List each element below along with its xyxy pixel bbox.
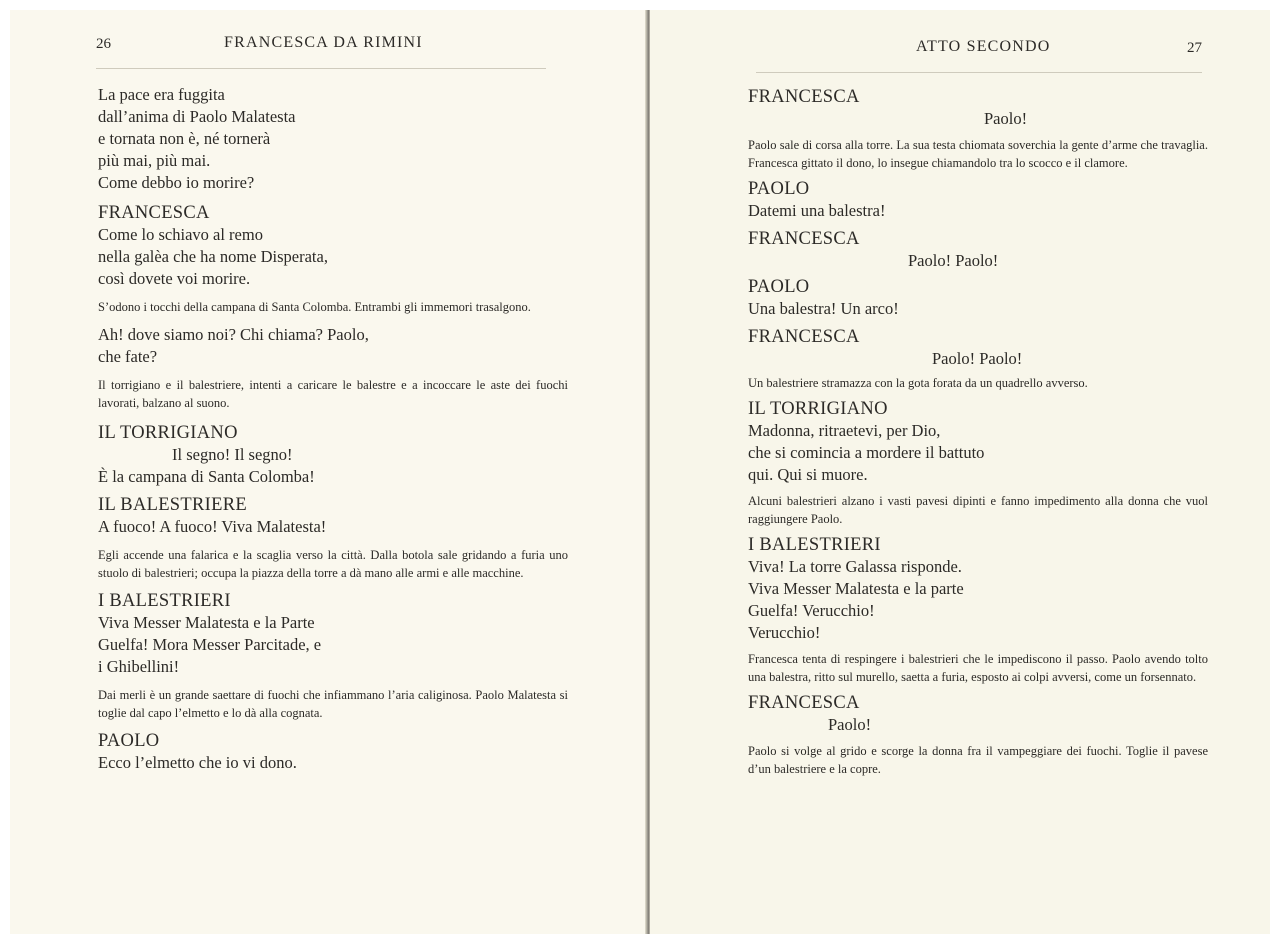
speech-block (98, 730, 568, 774)
verse-line: È la campana di Santa Colomba! (98, 467, 315, 486)
verse-line: così dovete voi morire. (98, 269, 251, 288)
verse-line: qui. Qui si muore. (748, 465, 868, 484)
stage-direction-text: Francesca tenta di respingere i balestrieri che le impediscono il passo. Paolo avendo tolto una balestra, ritto sul murello, saetta a furia, esposto ai colpi avversi, come un forsennato. (748, 652, 1208, 684)
speaker-name: FRANCESCA (748, 693, 860, 713)
verse-line: Paolo! (984, 109, 1028, 128)
verse-line: Il segno! Il segno! (172, 445, 293, 464)
verse-line: Guelfa! Mora Messer Parcitade, e (98, 635, 322, 654)
verse-line: La pace era fuggita (98, 85, 225, 104)
verse-line: A fuoco! A fuoco! Viva Malatesta! (98, 517, 327, 536)
running-title: FRANCESCA DA RIMINI (224, 34, 423, 51)
running-title: ATTO SECONDO (916, 38, 1051, 55)
speech-block (98, 202, 568, 290)
speech-block (748, 326, 1208, 370)
stage-direction (748, 650, 1208, 686)
speaker-name: I BALESTRIERI (98, 591, 231, 611)
verse-line: Una balestra! Un arco! (748, 299, 899, 318)
verse-line: Paolo! Paolo! (932, 349, 1023, 368)
speech-block (748, 178, 1208, 222)
verse-line: nella galèa che ha nome Disperata, (98, 247, 328, 266)
speech-block (748, 398, 1208, 486)
stage-direction-text: S’odono i tocchi della campana di Santa Colomba. Entrambi gli immemori trasalgono. (98, 300, 531, 314)
verse-line: Viva Messer Malatesta e la Parte (98, 613, 315, 632)
verse-line: Paolo! (828, 715, 872, 734)
page-number: 26 (96, 36, 111, 52)
stage-direction (98, 298, 568, 316)
speech-block (748, 86, 1208, 130)
verse-line: Come lo schiavo al remo (98, 225, 263, 244)
speech-block (748, 276, 1208, 320)
stage-direction-text: Paolo sale di corsa alla torre. La sua testa chiomata soverchia la gente d’arme che travaglia. Francesca gittato il dono, lo insegue chiamandolo tra lo scocco e il clamore. (748, 138, 1208, 170)
speech-block (98, 494, 568, 538)
stage-direction (98, 376, 568, 412)
page-number: 27 (1187, 40, 1202, 56)
stage-direction (748, 136, 1208, 172)
speech-block (98, 422, 568, 488)
verse-line: più mai, più mai. (98, 151, 211, 170)
verse-line: Come debbo io morire? (98, 173, 255, 192)
right-text-column (748, 86, 1208, 778)
verse-line: Viva! La torre Galassa risponde. (748, 557, 962, 576)
speaker-name: FRANCESCA (98, 203, 210, 223)
stage-direction-text: Un balestriere stramazza con la gota forata da un quadrello avverso. (748, 376, 1088, 390)
stage-direction (748, 742, 1208, 778)
speaker-name: I BALESTRIERI (748, 535, 881, 555)
verse-line: Madonna, ritraetevi, per Dio, (748, 421, 941, 440)
stage-direction-text: Il torrigiano e il balestriere, intenti a caricare le balestre e a incoccare le aste dei fuochi lavorati, balzano al suono. (98, 378, 568, 410)
speaker-name: PAOLO (748, 277, 810, 297)
speech-block (748, 692, 1208, 736)
speaker-name: PAOLO (748, 179, 810, 199)
speaker-name: FRANCESCA (748, 229, 860, 249)
speaker-name: FRANCESCA (748, 327, 860, 347)
speech-block (748, 228, 1208, 272)
speaker-name: IL BALESTRIERE (98, 495, 247, 515)
speaker-name: PAOLO (98, 731, 160, 751)
left-running-head (96, 32, 546, 69)
verse-line: Ah! dove siamo noi? Chi chiama? Paolo, (98, 325, 369, 344)
verse-line: e tornata non è, né tornerà (98, 129, 271, 148)
verse-line: Viva Messer Malatesta e la parte (748, 579, 964, 598)
right-running-head (756, 36, 1202, 73)
stage-direction (98, 686, 568, 722)
stage-direction-text: Egli accende una falarica e la scaglia verso la città. Dalla botola sale gridando a furia uno stuolo di balestrieri; occupa la piazza della torre a dà mano alle armi e alle macchine. (98, 548, 568, 580)
stage-direction-text: Alcuni balestrieri alzano i vasti pavesi dipinti e fanno impedimento alla donna che vuol raggiungere Paolo. (748, 494, 1208, 526)
speaker-name: IL TORRIGIANO (748, 399, 888, 419)
speaker-name: FRANCESCA (748, 87, 860, 107)
verse-line: Paolo! Paolo! (908, 251, 999, 270)
verse-block (98, 84, 568, 194)
stage-direction (748, 374, 1208, 392)
speech-block (98, 590, 568, 678)
verse-line: Ecco l’elmetto che io vi dono. (98, 753, 297, 772)
verse-block (98, 324, 568, 368)
right-page (650, 10, 1270, 934)
verse-line: Verucchio! (748, 623, 821, 642)
stage-direction-text: Paolo si volge al grido e scorge la donna fra il vampeggiare dei fuochi. Toglie il pavese d’un balestriere e la copre. (748, 744, 1208, 776)
verse-line: che si comincia a mordere il battuto (748, 443, 985, 462)
verse-line: che fate? (98, 347, 158, 366)
stage-direction (748, 492, 1208, 528)
speaker-name: IL TORRIGIANO (98, 423, 238, 443)
verse-line: i Ghibellini! (98, 657, 180, 676)
speech-block (748, 534, 1208, 644)
stage-direction (98, 546, 568, 582)
stage-direction-text: Dai merli è un grande saettare di fuochi che infiammano l’aria caliginosa. Paolo Malatesta si toglie dal capo l’elmetto e lo dà alla cognata. (98, 688, 568, 720)
left-page (10, 10, 648, 934)
verse-line: Guelfa! Verucchio! (748, 601, 875, 620)
verse-line: Datemi una balestra! (748, 201, 886, 220)
left-text-column (98, 84, 568, 774)
verse-line: dall’anima di Paolo Malatesta (98, 107, 296, 126)
